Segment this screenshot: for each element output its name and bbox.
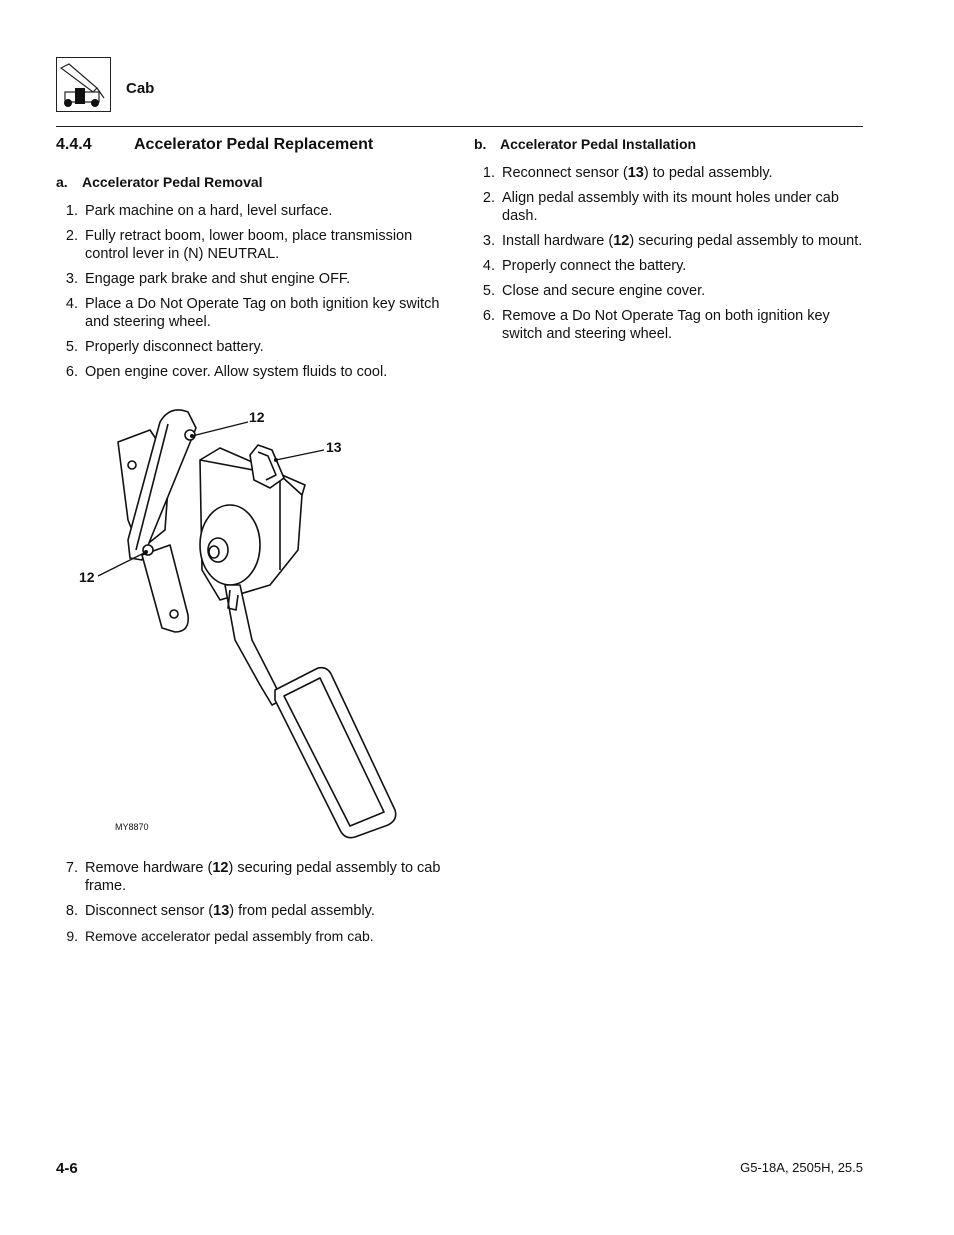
callout-12-left: 12 (79, 569, 95, 585)
step-text: Engage park brake and shut engine OFF. (85, 271, 351, 287)
list-item (475, 164, 865, 182)
step-text: Install hardware ( (502, 233, 614, 249)
list-item (58, 295, 443, 331)
page-header-title: Cab (126, 80, 155, 97)
step-text: Reconnect sensor ( (502, 165, 628, 181)
removal-steps-after-list (58, 859, 443, 952)
step-text: Close and secure engine cover. (502, 283, 706, 299)
step-number: 6. (482, 308, 495, 324)
callout-13: 13 (326, 439, 342, 455)
header-divider (56, 126, 863, 127)
step-number: 6. (65, 364, 78, 380)
list-item (475, 232, 865, 250)
callout-ref: 12 (212, 860, 229, 876)
step-number: 1. (482, 165, 495, 181)
figure-id: MY8870 (115, 822, 149, 832)
step-text: Properly connect the battery. (502, 258, 687, 274)
removal-heading-text: Accelerator Pedal Removal (82, 174, 263, 190)
list-item (475, 282, 865, 300)
installation-heading-text: Accelerator Pedal Installation (500, 136, 697, 152)
callout-12-top: 12 (249, 409, 265, 425)
removal-steps-list (58, 202, 443, 388)
installation-heading (474, 136, 696, 152)
step-text: Disconnect sensor ( (85, 903, 214, 919)
step-text: Properly disconnect battery. (85, 339, 264, 355)
step-text: Align pedal assembly with its mount holes under cab dash. (502, 190, 839, 224)
step-number: 8. (65, 903, 78, 919)
list-item (58, 859, 443, 895)
step-number: 5. (482, 283, 495, 299)
section-title: Accelerator Pedal Replacement (134, 136, 374, 153)
step-number: 3. (65, 271, 78, 287)
step-number: 5. (65, 339, 78, 355)
step-text: Remove hardware ( (85, 860, 213, 876)
step-text: ) to pedal assembly. (643, 165, 773, 181)
section-number: 4.4.4 (56, 136, 92, 153)
step-text: Fully retract boom, lower boom, place transmission control lever in (N) NEUTRAL. (85, 228, 413, 262)
step-number: 9. (66, 928, 78, 944)
list-item (475, 307, 865, 343)
installation-heading-letter: b. (474, 136, 487, 152)
step-number: 1. (65, 203, 78, 219)
step-text: ) securing pedal assembly to cab frame. (85, 860, 441, 894)
pedal-illustration (70, 400, 450, 850)
list-item (58, 227, 443, 263)
step-number: 7. (65, 860, 78, 876)
installation-steps-list (475, 164, 865, 350)
step-number: 3. (482, 233, 495, 249)
step-number: 2. (65, 228, 78, 244)
list-item (58, 363, 443, 381)
list-item (475, 257, 865, 275)
list-item (58, 202, 443, 220)
step-text: Place a Do Not Operate Tag on both ignition key switch and steering wheel. (85, 296, 440, 330)
step-text: Park machine on a hard, level surface. (85, 203, 333, 219)
callout-ref: 12 (613, 233, 630, 249)
step-text: Remove accelerator pedal assembly from cab. (85, 928, 374, 944)
callout-ref: 13 (627, 165, 644, 181)
document-reference: G5-18A, 2505H, 25.5 (740, 1160, 863, 1175)
list-item (58, 927, 443, 945)
callout-ref: 13 (213, 903, 230, 919)
step-number: 4. (482, 258, 495, 274)
step-text: ) from pedal assembly. (229, 903, 375, 919)
accelerator-pedal-figure (70, 400, 450, 850)
step-number: 4. (65, 296, 78, 312)
step-number: 2. (482, 190, 495, 206)
page-number: 4-6 (56, 1160, 78, 1177)
telehandler-icon (56, 57, 111, 112)
step-text: ) securing pedal assembly to mount. (629, 233, 863, 249)
step-text: Open engine cover. Allow system fluids to cool. (85, 364, 388, 380)
list-item (58, 270, 443, 288)
step-text: Remove a Do Not Operate Tag on both ignition key switch and steering wheel. (502, 308, 830, 342)
removal-heading-letter: a. (56, 174, 68, 190)
removal-heading (56, 174, 263, 190)
list-item (475, 189, 865, 225)
list-item (58, 902, 443, 920)
list-item (58, 338, 443, 356)
